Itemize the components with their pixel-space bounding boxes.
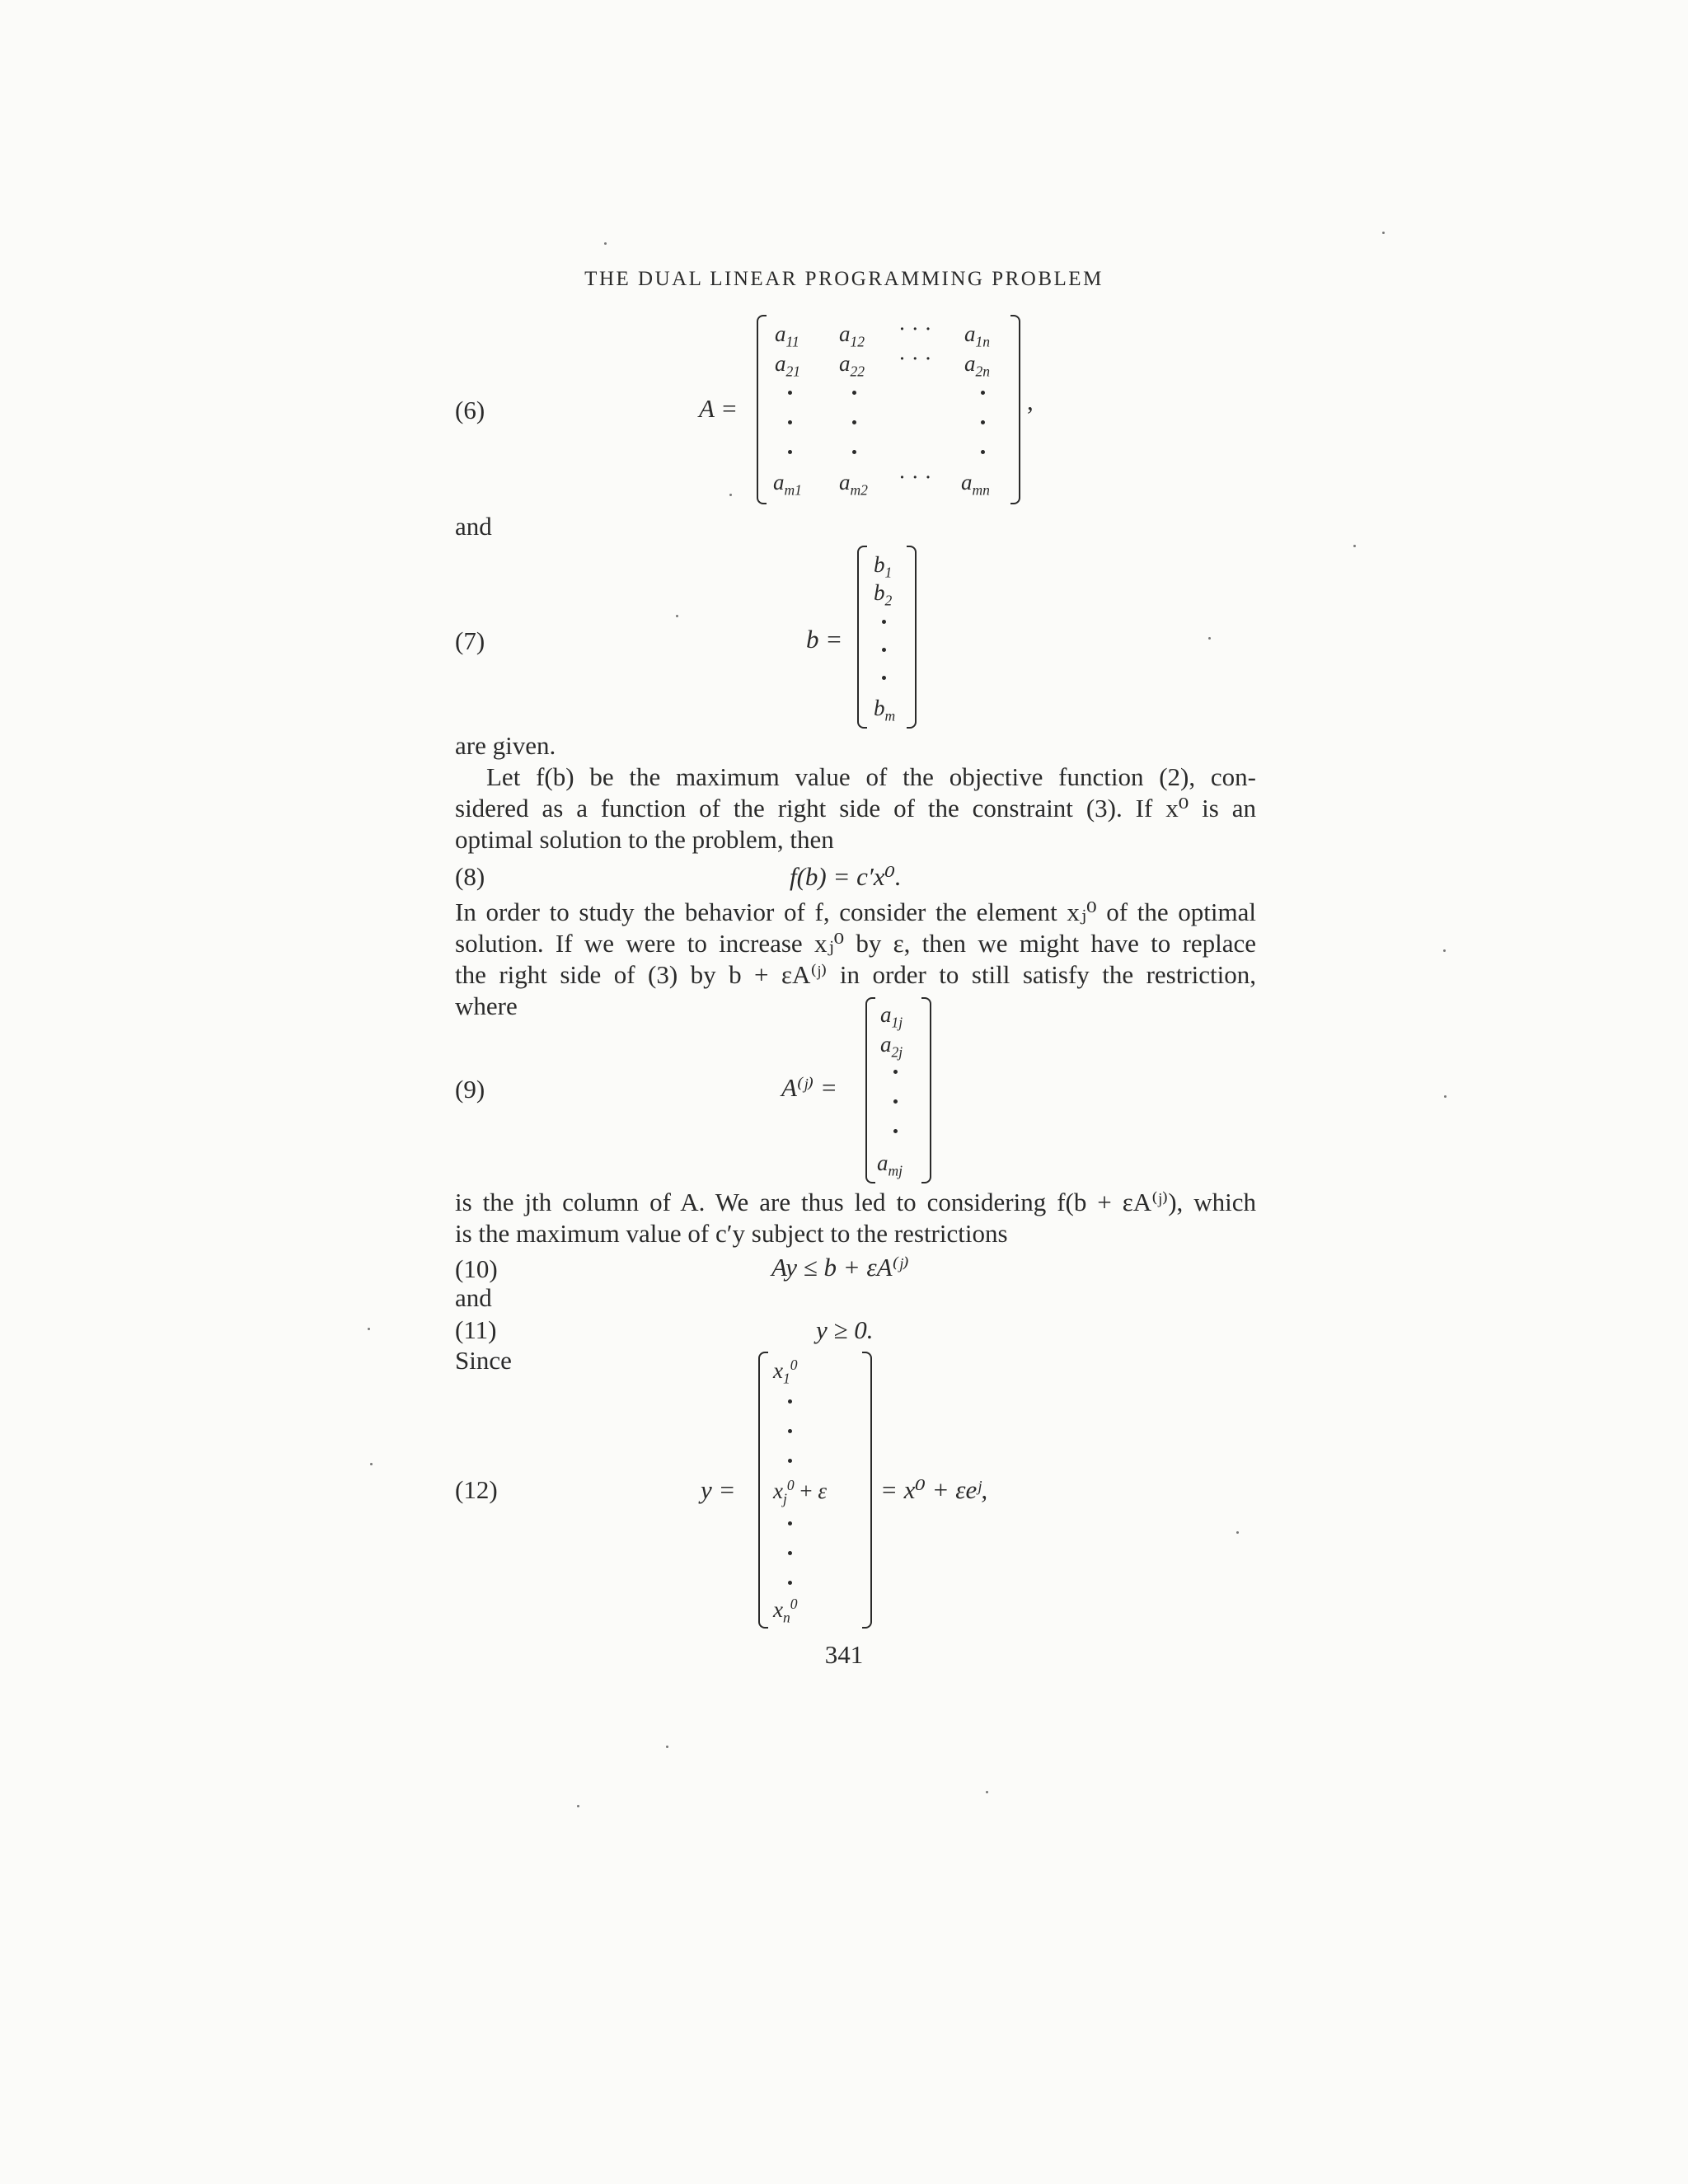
vector-cell: $b_1$	[874, 552, 893, 581]
vector-cell: $x_n^0$	[773, 1596, 798, 1626]
matrix-cell: $a_{21}$	[775, 351, 801, 380]
right-bracket	[1010, 315, 1020, 504]
eq10-formula: Ay ≤ b + εA⁽ʲ⁾	[771, 1253, 909, 1282]
eq12-rhs: = x⁰ + εeʲ,	[880, 1475, 988, 1504]
vector-cell: $a_{mj}$	[877, 1151, 903, 1179]
paragraph-1: Let f(b) be the maximum value of the objective function (2), con- sidered as a function of the right side of the constraint (3). If x⁰ is an optimal solution to the problem, then	[455, 762, 1256, 854]
left-bracket	[757, 315, 767, 504]
paragraph-3: is the jth column of A. We are thus led to considering f(b + εA⁽ʲ⁾), which is the maximum value of c′y subject to the restrictions	[455, 1188, 1256, 1248]
matrix-ellipsis: · · ·	[898, 346, 932, 371]
vector-cell: $x_1^0$	[773, 1357, 798, 1387]
and-text: and	[455, 512, 492, 541]
eq8-label: (8)	[455, 862, 485, 891]
eq11-formula: y ≥ 0.	[816, 1315, 874, 1344]
are-given: are given.	[455, 731, 556, 760]
matrix-cell: $a_{22}$	[839, 351, 865, 380]
vector-y	[758, 1352, 872, 1629]
eq9-lhs: A⁽ʲ⁾ =	[781, 1073, 837, 1102]
eq7-label: (7)	[455, 626, 485, 655]
eq7-lhs: b =	[806, 625, 843, 654]
vector-cell: $x_j^0 + \varepsilon$	[773, 1477, 827, 1507]
matrix-cell: $a_{m2}$	[839, 470, 868, 499]
vector-cell: $a_{1j}$	[880, 1002, 903, 1031]
paragraph-2: In order to study the behavior of f, consider the element xⱼ⁰ of the optimal solution. If we were to increase xⱼ⁰ by ε, then we might have to replace the right side of (3) by b + εA⁽ʲ⁾ in order to still satisfy the restriction, where	[455, 898, 1256, 1020]
since-text: Since	[455, 1346, 512, 1375]
eq6-comma: ,	[1027, 387, 1034, 415]
matrix-cell: $a_{1n}$	[964, 321, 991, 350]
vector-Aj	[865, 997, 931, 1183]
matrix-ellipsis: · · ·	[898, 465, 932, 490]
matrix-cell: $a_{2n}$	[964, 351, 991, 380]
matrix-cell: $a_{11}$	[775, 321, 799, 350]
eq9-label: (9)	[455, 1075, 485, 1104]
vector-cell: $b_m$	[874, 696, 896, 724]
and-text: and	[455, 1283, 492, 1312]
eq6-lhs: A =	[699, 394, 738, 423]
matrix-cell: $a_{mn}$	[961, 470, 990, 499]
matrix-cell: $a_{12}$	[839, 321, 865, 350]
eq11-label: (11)	[455, 1315, 497, 1344]
eq12-lhs: y =	[701, 1475, 736, 1504]
vector-b	[857, 546, 917, 729]
eq6-label: (6)	[455, 396, 485, 424]
matrix-A	[757, 315, 1020, 504]
matrix-cell: $a_{m1}$	[773, 470, 802, 499]
matrix-ellipsis: · · ·	[898, 316, 932, 341]
eq8-formula: f(b) = c′x⁰.	[790, 862, 902, 891]
vector-cell: $b_2$	[874, 580, 893, 609]
running-header: THE DUAL LINEAR PROGRAMMING PROBLEM	[584, 268, 1104, 290]
vector-cell: $a_{2j}$	[880, 1032, 903, 1061]
eq12-label: (12)	[455, 1475, 498, 1504]
page-number: 341	[824, 1640, 864, 1669]
eq10-label: (10)	[455, 1254, 498, 1283]
